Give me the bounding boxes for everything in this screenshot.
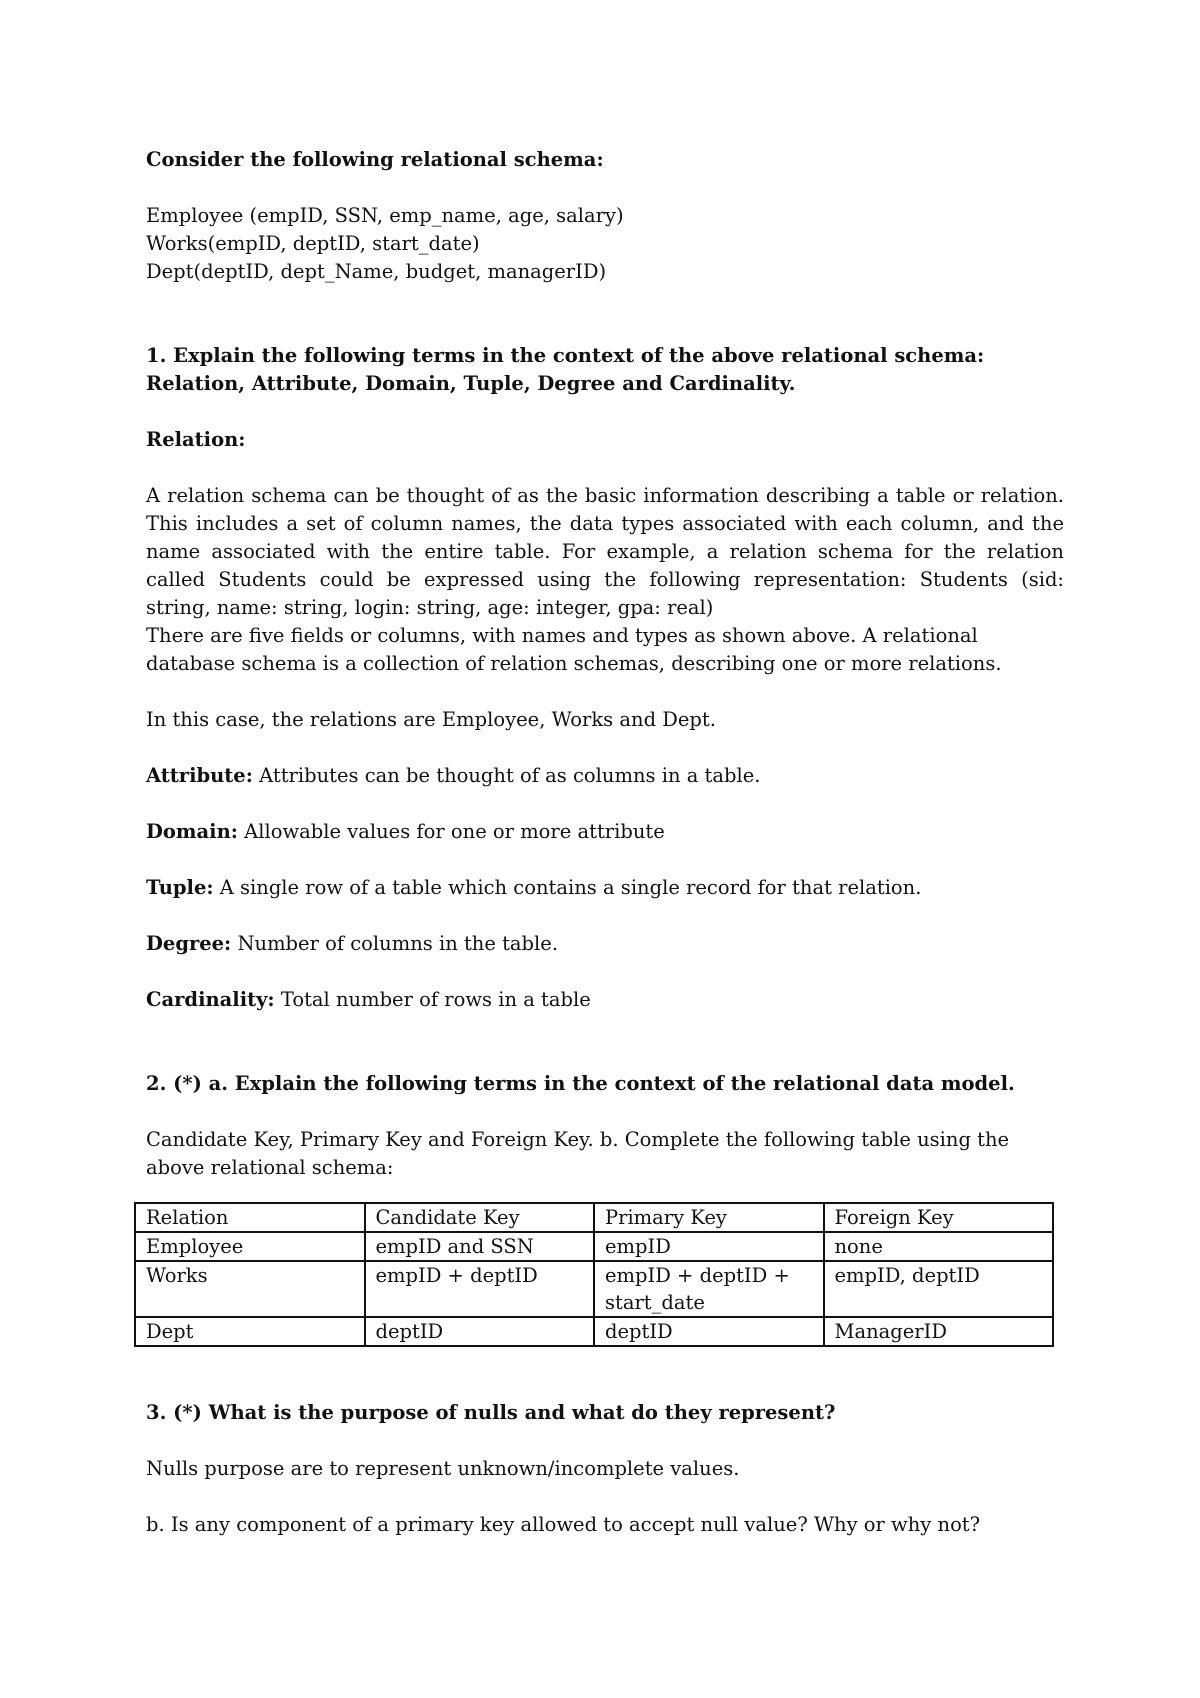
question-3: 3. (*) What is the purpose of nulls and what do they represent? [146,1401,836,1424]
term-label: Attribute: [146,764,253,787]
table-row [135,1232,1053,1261]
table-header-cell: Primary Key [594,1203,824,1232]
question-2: 2. (*) a. Explain the following terms in the context of the relational data model. [146,1072,1015,1095]
relation-paragraph: There are five fields or columns, with names and types as shown above. A relational database schema is a collection of relation schemas, describing one or more relations. [146,624,1002,675]
table-cell: Employee [135,1232,365,1261]
table-header-cell: Relation [135,1203,365,1232]
question-1: 1. Explain the following terms in the context of the above relational schema: Relation, Attribute, Domain, Tuple, Degree and Cardinality. [146,344,985,395]
table-cell: empID + deptID + start_date [594,1261,824,1317]
question-3-sub-b: b. Is any component of a primary key allowed to accept null value? Why or why not? [146,1513,981,1536]
term-definition [146,986,1064,1014]
table-cell: deptID [365,1317,595,1346]
table-cell: empID and SSN [365,1232,595,1261]
table-header-cell: Foreign Key [824,1203,1054,1232]
term-definition [146,930,1064,958]
table-header-row [135,1203,1053,1232]
term-text: Attributes can be thought of as columns in a table. [252,764,761,787]
term-label: Degree: [146,932,232,955]
term-text: Total number of rows in a table [274,988,591,1011]
table-cell: Works [135,1261,365,1317]
schema-line: Works(empID, deptID, start_date) [146,232,480,255]
question-2-text: Candidate Key, Primary Key and Foreign Key. b. Complete the following table using the above relational schema: [146,1128,1010,1179]
table-row [135,1317,1053,1346]
table-cell: ManagerID [824,1317,1054,1346]
term-text: Allowable values for one or more attribute [237,820,665,843]
relation-paragraph: A relation schema can be thought of as the basic information describing a table or relation. This includes a set of column names, the data types associated with each column, and the name associated with the entire table. For example, a relation schema for the relation called Students could be expressed using the following representation: Students (sid: string, name: string, login: string, age: integer, gpa: real) [146,484,1064,619]
term-definition [146,762,1064,790]
keys-table [134,1202,1054,1347]
table-cell: none [824,1232,1054,1261]
term-definition [146,818,1064,846]
table-cell: empID + deptID [365,1261,595,1317]
table-cell: empID, deptID [824,1261,1054,1317]
term-label: Tuple: [146,876,214,899]
term-text: Number of columns in the table. [231,932,559,955]
term-definition [146,874,1064,902]
table-cell: Dept [135,1317,365,1346]
term-text: A single row of a table which contains a single record for that relation. [213,876,922,899]
term-label: Cardinality: [146,988,275,1011]
relation-heading: Relation: [146,428,246,451]
term-label: Domain: [146,820,238,843]
relation-paragraph: In this case, the relations are Employee, Works and Dept. [146,708,716,731]
schema-line: Dept(deptID, dept_Name, budget, managerID) [146,260,607,283]
question-3-answer: Nulls purpose are to represent unknown/incomplete values. [146,1457,740,1480]
schema-line: Employee (empID, SSN, emp_name, age, salary) [146,204,624,227]
intro-heading: Consider the following relational schema: [146,148,604,171]
table-header-cell: Candidate Key [365,1203,595,1232]
table-row [135,1261,1053,1317]
table-cell: empID [594,1232,824,1261]
table-cell: deptID [594,1317,824,1346]
document-content [146,146,1064,1539]
